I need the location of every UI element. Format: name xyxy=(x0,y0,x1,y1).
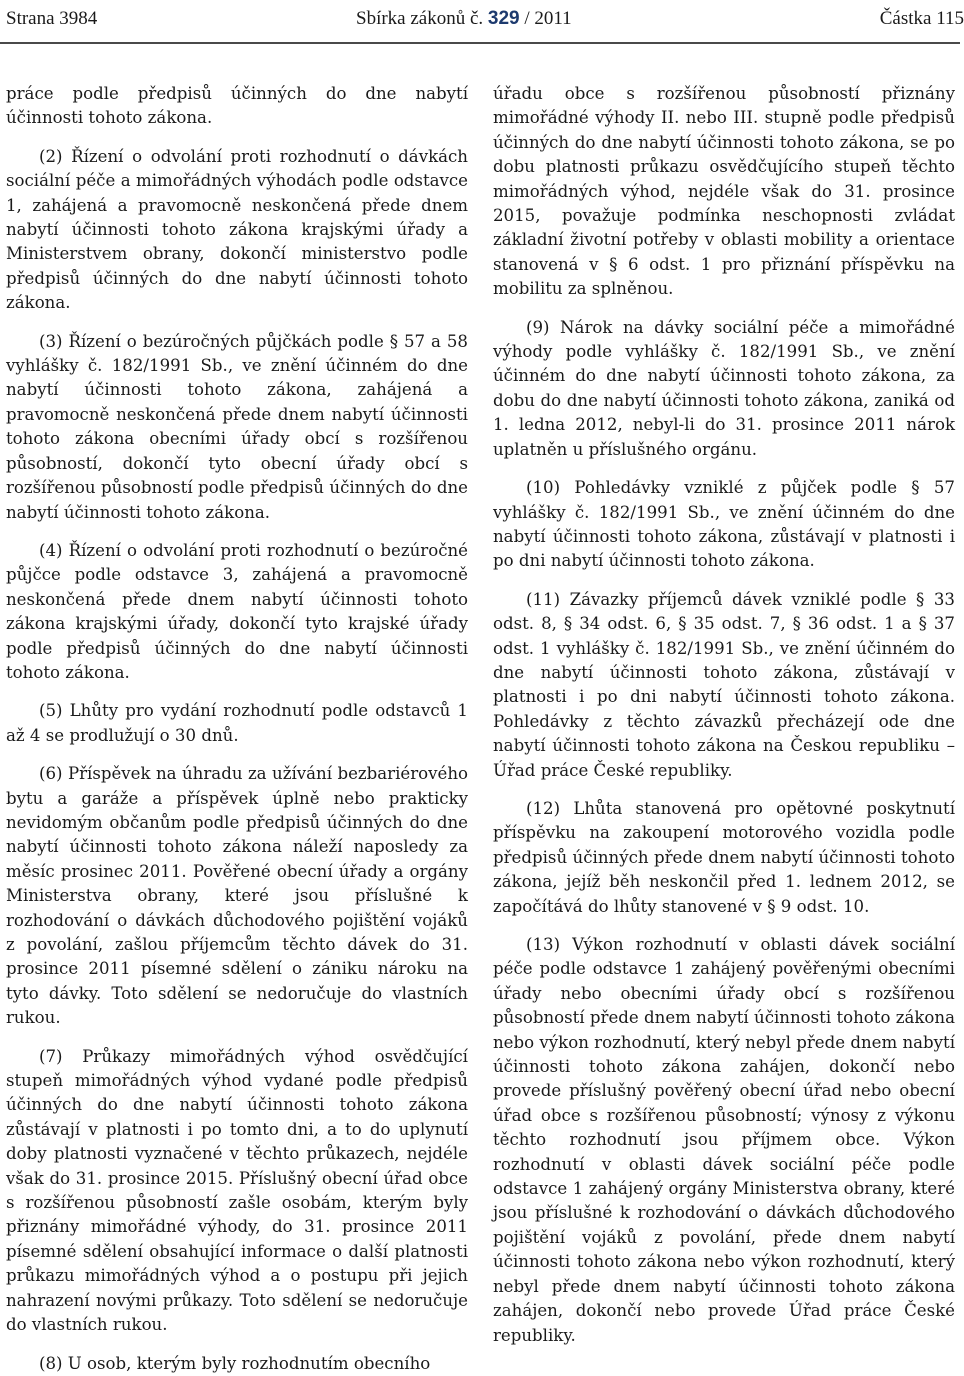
paragraph-5: (5) Lhůty pro vydání rozhodnutí podle odstavců 1 až 4 se prodlužují o 30 dnů. xyxy=(6,701,468,745)
paragraph-4: (4) Řízení o odvolání proti rozhodnutí o bezúročné půjčce podle odstavce 3, zahájená a pravomocně neskončená přede dnem nabytí účinnosti tohoto zákona krajskými úřady, dokončí tyto krajské úřady podle předpisů účinných do dne nabytí účinnosti tohoto zákona. xyxy=(6,540,468,682)
paragraph-11: (11) Závazky příjemců dávek vzniklé podle § 33 odst. 8, § 34 odst. 6, § 35 odst. 7, § 36 odst. 1 a § 37 odst. 1 vyhlášky č. 182/1991 Sb., ve znění účinném do dne nabytí účinnosti tohoto zákona, zůstávají v platnosti i po dni nabytí účinnosti tohoto zákona. Pohledávky z těchto závazků přecházejí ode dne nabytí účinnosti tohoto zákona na Českou republiku – Úřad práce České republiky. xyxy=(493,589,955,780)
paragraph-10: (10) Pohledávky vzniklé z půjček podle § 57 vyhlášky č. 182/1991 Sb., ve znění účinném do dne nabytí účinnosti tohoto zákona, zůstávají v platnosti i po dni nabytí účinnosti tohoto zákona. xyxy=(493,478,955,571)
paragraph-3: (3) Řízení o bezúročných půjčkách podle § 57 a 58 vyhlášky č. 182/1991 Sb., ve znění účinném do dne nabytí účinnosti tohoto zákona, zahájená a pravomocně neskončená přede dnem nabytí účinnosti tohoto zákona obecními úřady obcí s rozšířenou působností, dokončí tyto obecní úřady obcí s rozšířenou působností podle předpisů účinných do dne nabytí účinnosti tohoto zákona. xyxy=(6,331,468,522)
right-column xyxy=(493,82,955,1344)
paragraph-continuation: práce podle předpisů účinných do dne nabytí účinnosti tohoto zákona. xyxy=(6,84,468,128)
paragraph-13: (13) Výkon rozhodnutí v oblasti dávek sociální péče podle odstavce 1 zahájený pověřenými obecními úřady nebo obecními úřady obcí s rozšířenou působností přede dnem nabytí účinnosti tohoto zákona nebo výkon rozhodnutí, který nebyl přede dnem nabytí účinnosti tohoto zákona zahájen, dokončí nebo provede příslušný pověřený obecní úřad nebo obecní úřad obce s rozšířenou působností; výnosy z výkonu těchto rozhodnutí jsou příjmem obce. Výkon rozhodnutí v oblasti dávek sociální péče podle odstavce 1 zahájený orgány Ministerstva obrany, které jsou příslušné k rozhodování o dávkách důchodového pojištění vojáků z povolání, přede dnem nabytí účinnosti tohoto zákona nebo výkon rozhodnutí, který nebyl přede dnem nabytí účinnosti tohoto zákona zahájen, dokončí nebo provede Úřad práce České republiky. xyxy=(493,935,956,1345)
page-number: Strana 3984 xyxy=(6,8,98,29)
paragraph-7: (7) Průkazy mimořádných výhod osvědčující stupeň mimořádných výhod vydané podle předpisů účinných do dne nabytí účinnosti tohoto zákona zůstávají v platnosti i po tomto dni, a to do uplynutí doby platnosti vyznačené v těchto průkazech, nejdéle však do 31. prosince 2015. Příslušný obecní úřad obce s rozšířenou působností zašle osobám, kterým byly přiznány mimořádné výhody, do 31. prosince 2011 písemné sdělení obsahující informace o další platnosti průkazu mimořádných výhod a o postupu při jejich nahrazení novými průkazy. Toto sdělení se nedoručuje do vlastních rukou. xyxy=(6,1046,468,1335)
page-header xyxy=(6,6,964,42)
collection-title xyxy=(356,8,572,30)
paragraph-12: (12) Lhůta stanovená pro opětovné poskytnutí příspěvku na zakoupení motorového vozidla podle předpisů účinných přede dnem nabytí účinnosti tohoto zákona, jejíž běh neskončil před 1. lednem 2012, se započítává do lhůty stanovené v § 9 odst. 10. xyxy=(493,798,955,916)
paragraph-9: (9) Nárok na dávky sociální péče a mimořádné výhody podle vyhlášky č. 182/1991 Sb., ve znění účinném do dne nabytí účinnosti tohoto zákona, za dobu do dne nabytí účinnosti tohoto zákona, zaniká od 1. ledna 2012, nebyl-li do 31. prosince 2011 nárok uplatněn u příslušného orgánu. xyxy=(493,317,955,459)
law-number: 329 xyxy=(487,8,520,29)
paragraph-8-start: (8) U osob, kterým byly rozhodnutím obecního xyxy=(39,1353,431,1373)
paragraph-2: (2) Řízení o odvolání proti rozhodnutí o dávkách sociální péče a mimořádných výhodách podle odstavce 1, zahájená a pravomocně neskončená přede dnem nabytí účinnosti tohoto zákona krajskými úřady a Ministerstvem obrany, dokončí ministerstvo podle předpisů účinných do dne nabytí účinnosti tohoto zákona. xyxy=(6,146,468,313)
header-rule xyxy=(0,42,960,44)
law-year: / 2011 xyxy=(524,8,572,29)
collection-label: Sbírka zákonů č. xyxy=(356,8,484,29)
part-number: Částka 115 xyxy=(879,8,964,29)
left-column xyxy=(6,82,468,1373)
paragraph-8-end: úřadu obce s rozšířenou působností přiznány mimořádné výhody II. nebo III. stupně podle předpisů účinných do dne nabytí účinnosti tohoto zákona, se po dobu platnosti průkazu osvědčujícího stupeň těchto mimořádných výhod, nejdéle však do 31. prosince 2015, považuje podmínka neschopnosti zvládat základní životní potřeby v oblasti mobility a orientace stanovená v § 6 odst. 1 pro přiznání příspěvku na mobilitu za splněnou. xyxy=(493,84,955,299)
paragraph-6: (6) Příspěvek na úhradu za užívání bezbariérového bytu a garáže a příspěvek úplně nebo prakticky nevidomým občanům podle předpisů účinných do dne nabytí účinnosti tohoto zákona náleží naposledy za měsíc prosinec 2011. Pověřené obecní úřady a orgány Ministerstva obrany, které jsou příslušné k rozhodování o dávkách důchodového pojištění vojáků z povolání, zašlou příjemcům těchto dávek do 31. prosince 2011 písemné sdělení o zániku nároku na tyto dávky. Toto sdělení se nedoručuje do vlastních rukou. xyxy=(6,764,468,1028)
